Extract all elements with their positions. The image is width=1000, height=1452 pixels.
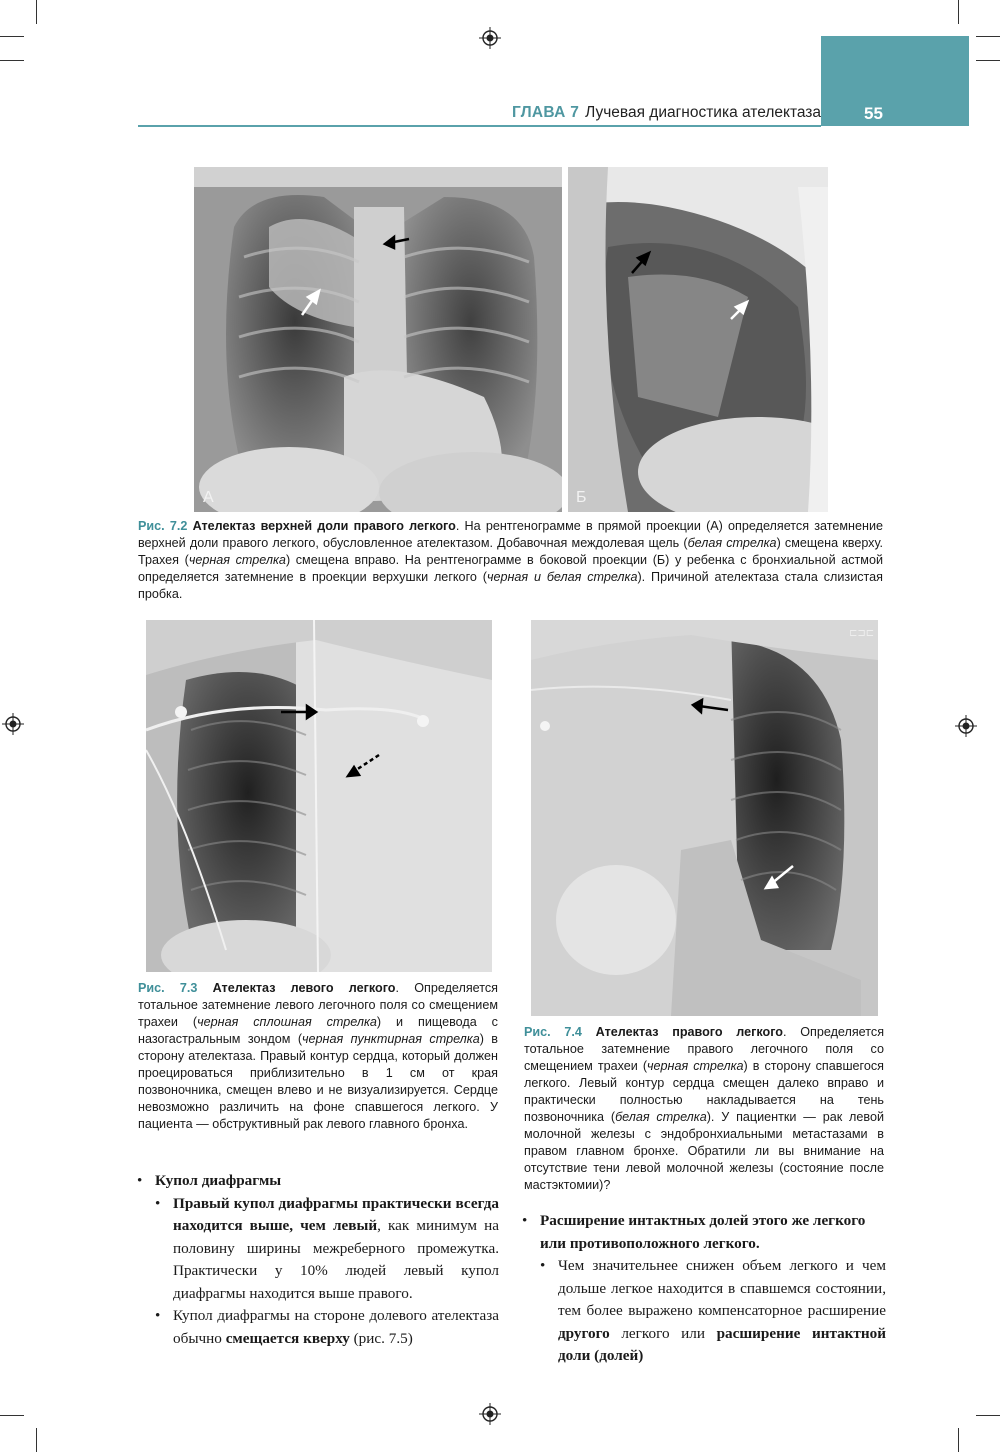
xray-image-right-lung-atelectasis xyxy=(531,620,878,1016)
xray-image-left-lung-atelectasis xyxy=(146,620,492,972)
crop-mark xyxy=(0,1415,24,1416)
bullet-heading-expansion: • Расширение интактных долей этого же легкого или противоположного легкого. xyxy=(520,1210,886,1255)
crop-mark xyxy=(976,36,1000,37)
xray-image-lateral xyxy=(568,167,828,512)
left-body-text xyxy=(135,1170,499,1350)
list-item: • Чем значительнее снижен объем легкого и чем дольше легкое находится в спавшемся состоянии, тем более выражено компенсаторное расширение другого легкого или расширение интактной доли (долей) xyxy=(520,1255,886,1368)
figure-caption-7-4: Рис. 7.4 Ателектаз правого легкого. Определяется тотальное затемнение правого легочного поля со смещением трахеи (черная стрелка) в сторону спавшегося легкого. Левый контур сердца смещен далеко вправо и практически полностью накладывается на тень позвоночника (белая стрелка). У пациентки — рак левой молочной железы с эндобронхиальными метастазами в правом главном бронхе. Обратили ли вы внимание на отсутствие тени левой молочной железы (состояние после мастэктомии)? xyxy=(524,1025,885,1192)
registration-mark-icon xyxy=(955,715,977,737)
crop-mark xyxy=(36,0,37,24)
film-marker: ⊏⊐⊏ xyxy=(849,628,875,639)
registration-mark-icon xyxy=(479,1403,501,1425)
crop-mark xyxy=(36,1428,37,1452)
page-number: 55 xyxy=(864,104,883,123)
panel-label-b: Б xyxy=(576,489,587,506)
crop-mark xyxy=(958,1428,959,1452)
xray-image-frontal-upper-lobe xyxy=(194,167,562,512)
crop-mark xyxy=(976,60,1000,61)
running-header xyxy=(512,104,821,122)
crop-mark xyxy=(0,60,24,61)
header-rule xyxy=(138,125,821,127)
right-body-text xyxy=(520,1210,886,1368)
chapter-title: Лучевая диагностика ателектаза xyxy=(585,104,822,121)
registration-mark-icon xyxy=(479,27,501,49)
list-item: • Правый купол диафрагмы практически всегда находится выше, чем левый, как минимум на половину ширины межреберного промежутка. Практически у 10% людей левый купол диафрагмы находится выше правого. xyxy=(135,1193,499,1306)
crop-mark xyxy=(958,0,959,24)
crop-mark xyxy=(0,36,24,37)
registration-mark-icon xyxy=(2,713,24,735)
figure-caption-7-2: Рис. 7.2 Ателектаз верхней доли правого легкого. На рентгенограмме в прямой проекции (А) определяется затемнение верхней доли правого легкого, обусловленное ателектазом. Добавочная междолевая щель (белая стрелка) смещена кверху. Трахея (черная стрелка) смещена вправо. На рентгенограмме в боковой проекции (Б) у ребенка с бронхиальной астмой определяется затемнение в проекции верхушки легкого (черная и белая стрелка). Причиной ателектаза стала слизистая пробка. xyxy=(138,519,884,601)
list-item: • Купол диафрагмы на стороне долевого ателектаза обычно смещается кверху (рис. 7.5) xyxy=(135,1305,499,1350)
panel-label-a: А xyxy=(203,489,214,506)
bullet-heading-diaphragm: • Купол диафрагмы xyxy=(135,1170,499,1193)
crop-mark xyxy=(976,1415,1000,1416)
chapter-label: ГЛАВА 7 xyxy=(512,104,580,121)
figure-caption-7-3: Рис. 7.3 Ателектаз левого легкого. Определяется тотальное затемнение левого легочного поля со смещением трахеи (черная сплошная стрелка) и пищевода с назогастральным зондом (черная пунктирная стрелка) в сторону ателектаза. Правый контур сердца, который должен проецироваться приблизительно в 1 см от края позвоночника, смещен влево и не визуализируется. Сердце невозможно различить на фоне спавшегося легкого. У пациента — обструктивный рак левого главного бронха. xyxy=(138,981,499,1131)
page-number-tab xyxy=(821,36,969,126)
